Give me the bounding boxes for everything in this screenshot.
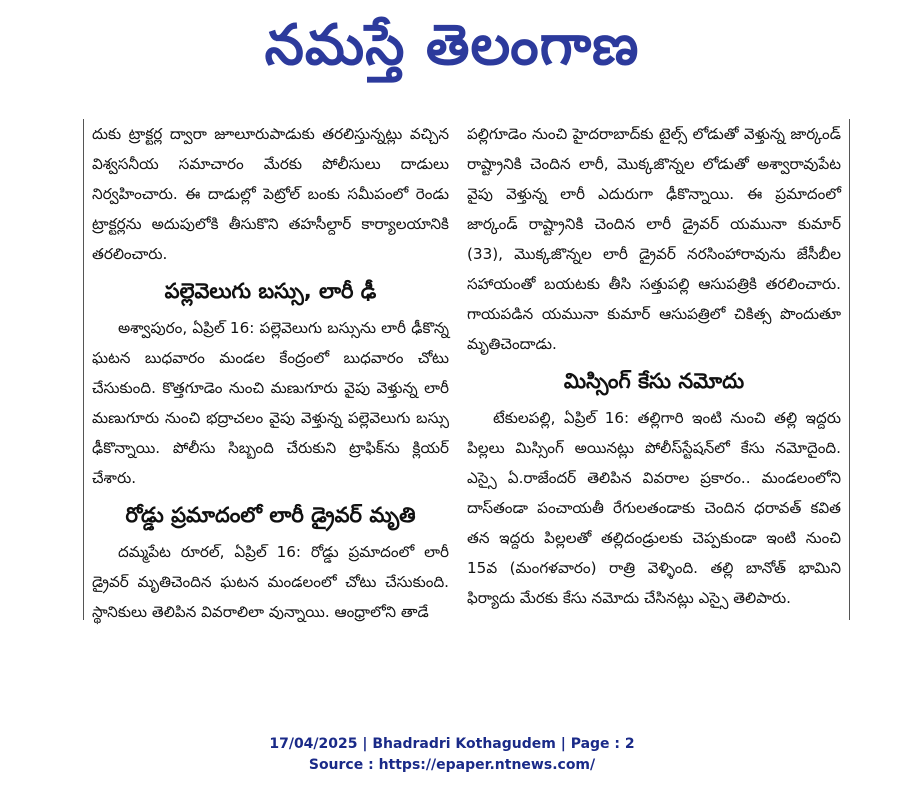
masthead-title: నమస్తే తెలంగాణ xyxy=(264,13,640,78)
story2-continued: పల్లిగూడెం నుంచి హైదరాబాద్‌కు టైల్స్ లోడుతో వెళ్తున్న జార్కండ్ రాష్ట్రానికి చెందిన లారీ, మొక్కజొన్నల లోడుతో అశ్వారావుపేట వైపు వెళ్తున్న లారీ ఎదురుగా ఢీకొన్నాయి. ఈ ప్రమాదంలో జార్కండ్ రాష్ట్రానికి చెందిన లారీ డ్రైవర్ యమునా కుమార్ (33), మొక్కజొన్నల లారీ డ్రైవర్ నరసింహారావును జేసీబీల సహాయంతో బయటకు తీసి సత్తుపల్లి ఆసుపత్రికి తరలించారు. గాయపడిన యమునా కుమార్ ఆసుపత్రిలో చికిత్స పొందుతూ మృతిచెందాడు. xyxy=(467,125,841,353)
news-clipping xyxy=(83,119,850,620)
story3-headline: మిస్సింగ్ కేసు నమోదు xyxy=(563,369,745,393)
footer-source: Source : https://epaper.ntnews.com/ xyxy=(308,757,596,773)
story2-body: దమ్మపేట రూరల్, ఏప్రిల్ 16: రోడ్డు ప్రమాదంలో లారీ డ్రైవర్ మృతిచెందిన ఘటన మండలంలో చోటు చేసుకుంది. స్థానికులు తెలిపిన వివరాలిలా వున్నాయి. ఆంధ్రాలోని తాడే xyxy=(92,543,449,621)
intro-paragraph: దుకు ట్రాక్టర్ల ద్వారా జూలూరుపాడుకు తరలిస్తున్నట్లు వచ్చిన విశ్వసనీయ సమాచారం మేరకు పోలీసులు దాడులు నిర్వహించారు. ఈ దాడుల్లో పెట్రోల్ బంకు సమీపంలో రెండు ట్రాక్టర్లను అదుపులోకి తీసుకొని తహసీల్దార్ కార్యాలయానికి తరలించారు. xyxy=(92,125,449,263)
story1-headline: పల్లెవెలుగు బస్సు, లారీ ఢీ xyxy=(164,279,377,303)
story1-body: అశ్వాపురం, ఏప్రిల్ 16: పల్లెవెలుగు బస్సును లారీ ఢీకొన్న ఘటన బుధవారం మండల కేంద్రంలో బుధవారం చోటు చేసుకుంది. కొత్తగూడెం నుంచి మణుగూరు వైపు వెళ్తున్న లారీ మణుగూరు నుంచి భద్రాచలం వైపు వెళ్తున్న పల్లెవెలుగు బస్సు ఢీకొన్నాయి. పోలీసు సిబ్బంది చేరుకుని ట్రాఫిక్‌ను క్లియర్ చేశారు. xyxy=(92,319,449,487)
story3-body: టేకులపల్లి, ఏప్రిల్ 16: తల్లిగారి ఇంటి నుంచి తల్లి ఇద్దరు పిల్లలు మిస్సింగ్ అయినట్లు పోలీస్‌స్టేషన్‌లో కేసు నమోదైంది. ఎస్సై ఏ.రాజేందర్ తెలిపిన వివరాల ప్రకారం.. మండలంలోని దాస్‌తండా పంచాయతీ రేగులతండాకు చెందిన ధరావత్ కవిత తన ఇద్దరు పిల్లలతో తల్లిదండ్రులకు చెప్పకుండా ఇంటి నుంచి 15వ (మంగళవారం) రాత్రి వెళ్ళింది. తల్లి బానోత్ భామిని ఫిర్యాదు మేరకు కేసు నమోదు చేసినట్లు ఎస్సై తెలిపారు. xyxy=(467,409,841,607)
story2-headline: రోడ్డు ప్రమాదంలో లారీ డ్రైవర్ మృతి xyxy=(125,503,416,527)
footer-date-edition: 17/04/2025 | Bhadradri Kothagudem | Page : 2 xyxy=(269,736,635,752)
left-column xyxy=(92,119,449,627)
right-column xyxy=(467,119,841,613)
